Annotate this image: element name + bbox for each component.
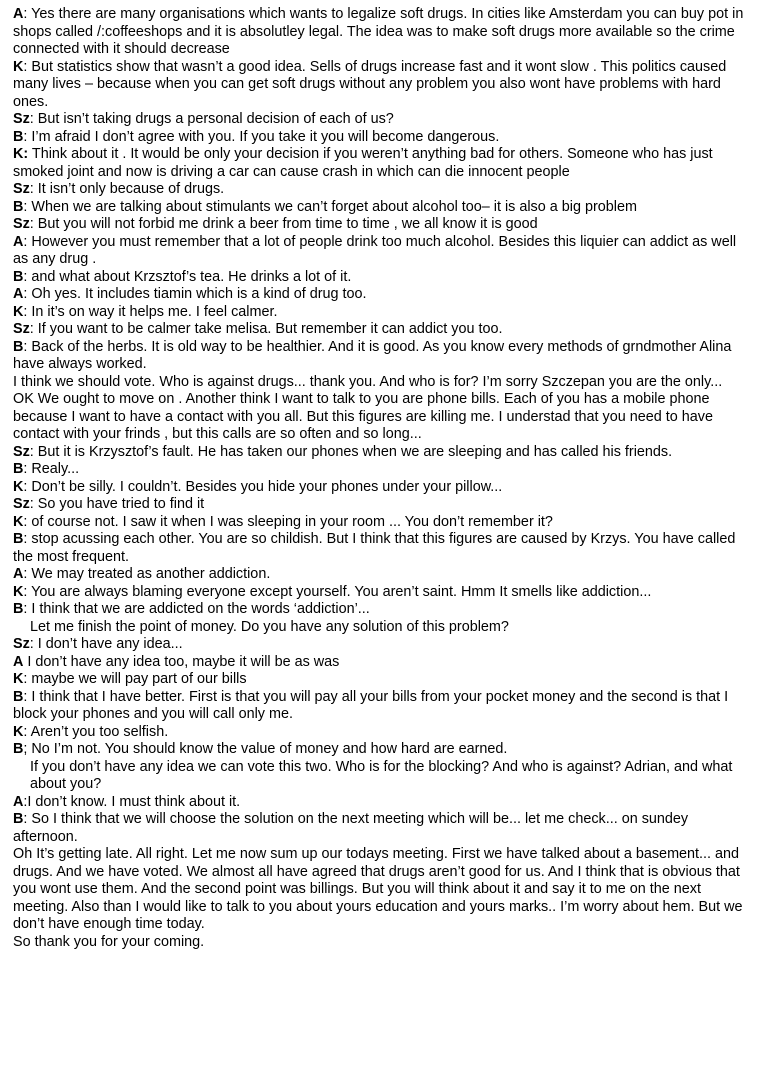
dialogue-line: [13, 689, 753, 724]
line-text: : But isn’t taking drugs a personal decision of each of us?: [29, 111, 394, 127]
line-text: : You are always blaming everyone except yourself. You aren’t saint. Hmm It smells like addiction...: [23, 583, 652, 600]
dialogue-line: [13, 59, 753, 112]
line-text: : I’m afraid I don’t agree with you. If you take it you will become dangerous.: [23, 128, 500, 145]
line-text: : It isn’t only because of drugs.: [29, 181, 225, 197]
dialogue-line: [13, 321, 753, 339]
speaker-label: K: [13, 58, 24, 75]
speaker-label: B: [13, 128, 24, 145]
speaker-label: A: [13, 653, 24, 670]
line-text: If you don’t have any idea we can vote this two. Who is for the blocking? And who is against? Adrian, and what about you?: [30, 758, 733, 792]
speaker-label: B: [13, 601, 24, 617]
dialogue-line: [13, 671, 753, 689]
dialogue-line: [13, 584, 753, 602]
document-body: [13, 6, 753, 951]
line-text: : But statistics show that wasn’t a good idea. Sells of drugs increase fast and it wont slow . This politics caused many lives – because when you can get soft drugs without any problem you also wont have problems with hard ones.: [13, 58, 727, 110]
line-text: : maybe we will pay part of our bills: [23, 671, 247, 687]
speaker-label: B: [13, 461, 24, 477]
dialogue-line: [13, 6, 753, 59]
line-text: OK We ought to move on . Another think I want to talk to you are phone bills. Each of you has a mobile phone because I want to have a contact with you all. But this figures are killing me. I understad that you need to have contact with your frinds , but this calls are so often and so long...: [13, 391, 713, 442]
dialogue-line: [13, 461, 753, 479]
dialogue-line: [13, 199, 753, 217]
narration-line: [13, 391, 753, 444]
dialogue-line: [13, 636, 753, 654]
line-text: So thank you for your coming.: [13, 933, 205, 950]
line-text: : I think that I have better. First is that you will pay all your bills from your pocket money and the second is that I block your phones and you will call only me.: [13, 688, 729, 722]
line-text: : Realy...: [23, 461, 80, 477]
line-text: Oh It’s getting late. All right. Let me now sum up our todays meeting. First we have talked about a basement... and drugs. And we have voted. We almost all have agreed that drugs aren’t good for us. And I think that is obvious that you wont use them. And the second point was billings. But you will think about it and say it to me on the next meeting. Also than I would like to talk to you about yours education and yours marks.. I’m worry about hem. But we don’t have enough time today.: [13, 846, 743, 932]
line-text: : So I think that we will choose the solution on the next meeting which will be... let me check... on sundey afternoon.: [13, 811, 689, 845]
line-text: : Aren’t you too selfish.: [23, 723, 169, 740]
line-text: : I think that we are addicted on the words ‘addiction’...: [23, 601, 370, 617]
speaker-label: B: [13, 268, 24, 285]
speaker-label: B: [13, 338, 24, 355]
line-text: : stop acussing each other. You are so childish. But I think that this figures are caused by Krzys. You have called the most frequent.: [13, 531, 736, 565]
dialogue-line: [13, 216, 753, 234]
line-text: : When we are talking about stimulants we can’t forget about alcohol too– it is also a big problem: [23, 198, 637, 215]
dialogue-line: [13, 129, 753, 147]
dialogue-line: [13, 181, 753, 199]
dialogue-line: [13, 741, 753, 759]
speaker-label: Sz: [13, 321, 30, 337]
line-text: : But it is Krzysztof’s fault. He has taken our phones when we are sleeping and has called his friends.: [29, 443, 673, 460]
line-text: : Back of the herbs. It is old way to be healthier. And it is good. As you know every methods of grndmother Alina have always worked.: [13, 338, 732, 372]
narration-line: [13, 934, 753, 952]
speaker-label: Sz: [13, 496, 30, 512]
speaker-label: Sz: [13, 181, 30, 197]
line-text: : However you must remember that a lot of people drink too much alcohol. Besides this liquier can addict as well as any drug .: [13, 233, 737, 267]
line-text: : of course not. I saw it when I was sleeping in your room ... You don’t remember it?: [23, 513, 553, 530]
dialogue-line: [13, 794, 753, 812]
line-text: : I don’t have any idea...: [29, 636, 183, 652]
dialogue-line: [13, 111, 753, 129]
line-text: ; No I’m not. You should know the value of money and how hard are earned.: [23, 741, 508, 757]
speaker-label: K: [13, 723, 24, 740]
speaker-label: B: [13, 198, 24, 215]
dialogue-line: [13, 531, 753, 566]
line-text: : and what about Krzsztof’s tea. He drinks a lot of it.: [23, 268, 352, 285]
dialogue-line: [13, 304, 753, 322]
speaker-label: K: [13, 478, 24, 495]
dialogue-line: [13, 444, 753, 462]
speaker-label: B: [13, 741, 24, 757]
speaker-label: K: [13, 513, 24, 530]
dialogue-line: [13, 496, 753, 514]
dialogue-line: [13, 339, 753, 374]
line-text: : So you have tried to find it: [29, 496, 205, 512]
dialogue-line: [13, 724, 753, 742]
line-text: Let me finish the point of money. Do you have any solution of this problem?: [30, 618, 509, 635]
speaker-label: K: [13, 583, 24, 600]
speaker-label: B: [13, 811, 24, 827]
speaker-label: A: [13, 566, 24, 582]
narration-line: [13, 374, 753, 392]
speaker-label: K: [13, 303, 24, 320]
line-text: : Don’t be silly. I couldn’t. Besides you hide your phones under your pillow...: [23, 478, 503, 495]
dialogue-line: [13, 654, 753, 672]
speaker-label: K: [13, 671, 24, 687]
dialogue-line: [13, 479, 753, 497]
speaker-label: Sz: [13, 443, 30, 460]
line-text: : If you want to be calmer take melisa. But remember it can addict you too.: [29, 321, 503, 337]
line-text: :I don’t know. I must think about it.: [23, 793, 241, 810]
line-text: I think we should vote. Who is against drugs... thank you. And who is for? I’m sorry Szczepan you are the only...: [13, 373, 723, 390]
line-text: : But you will not forbid me drink a beer from time to time , we all know it is good: [29, 216, 538, 232]
speaker-label: Sz: [13, 216, 30, 232]
speaker-label: Sz: [13, 111, 30, 127]
speaker-label: K:: [13, 146, 29, 162]
line-text: Think about it . It would be only your decision if you weren’t anything bad for others. Someone who has just smoked joint and now is driving a car can cause crash in which can die innocent people: [13, 146, 713, 180]
dialogue-line: [13, 269, 753, 287]
speaker-label: Sz: [13, 636, 30, 652]
dialogue-line: [13, 234, 753, 269]
line-text: : Yes there are many organisations which wants to legalize soft drugs. In cities like Amsterdam you can buy pot in shops called /:coffeeshops and it is absolutley legal. The idea was to make soft drugs more available so the crime connected with it should decrease: [13, 6, 744, 57]
speaker-label: A: [13, 286, 24, 302]
dialogue-line: [13, 514, 753, 532]
line-text: I don’t have any idea too, maybe it will be as was: [23, 653, 340, 670]
speaker-label: B: [13, 688, 24, 705]
dialogue-line: [13, 146, 753, 181]
narration-line: [13, 846, 753, 934]
narration-line: [13, 759, 753, 794]
dialogue-line: [13, 566, 753, 584]
speaker-label: B: [13, 531, 24, 547]
line-text: : We may treated as another addiction.: [23, 566, 271, 582]
dialogue-line: [13, 811, 753, 846]
line-text: : In it’s on way it helps me. I feel calmer.: [23, 303, 278, 320]
speaker-label: A: [13, 793, 24, 810]
dialogue-line: [13, 601, 753, 619]
narration-line: [13, 619, 753, 637]
speaker-label: A: [13, 6, 24, 22]
line-text: : Oh yes. It includes tiamin which is a kind of drug too.: [23, 286, 367, 302]
dialogue-line: [13, 286, 753, 304]
speaker-label: A: [13, 233, 24, 250]
